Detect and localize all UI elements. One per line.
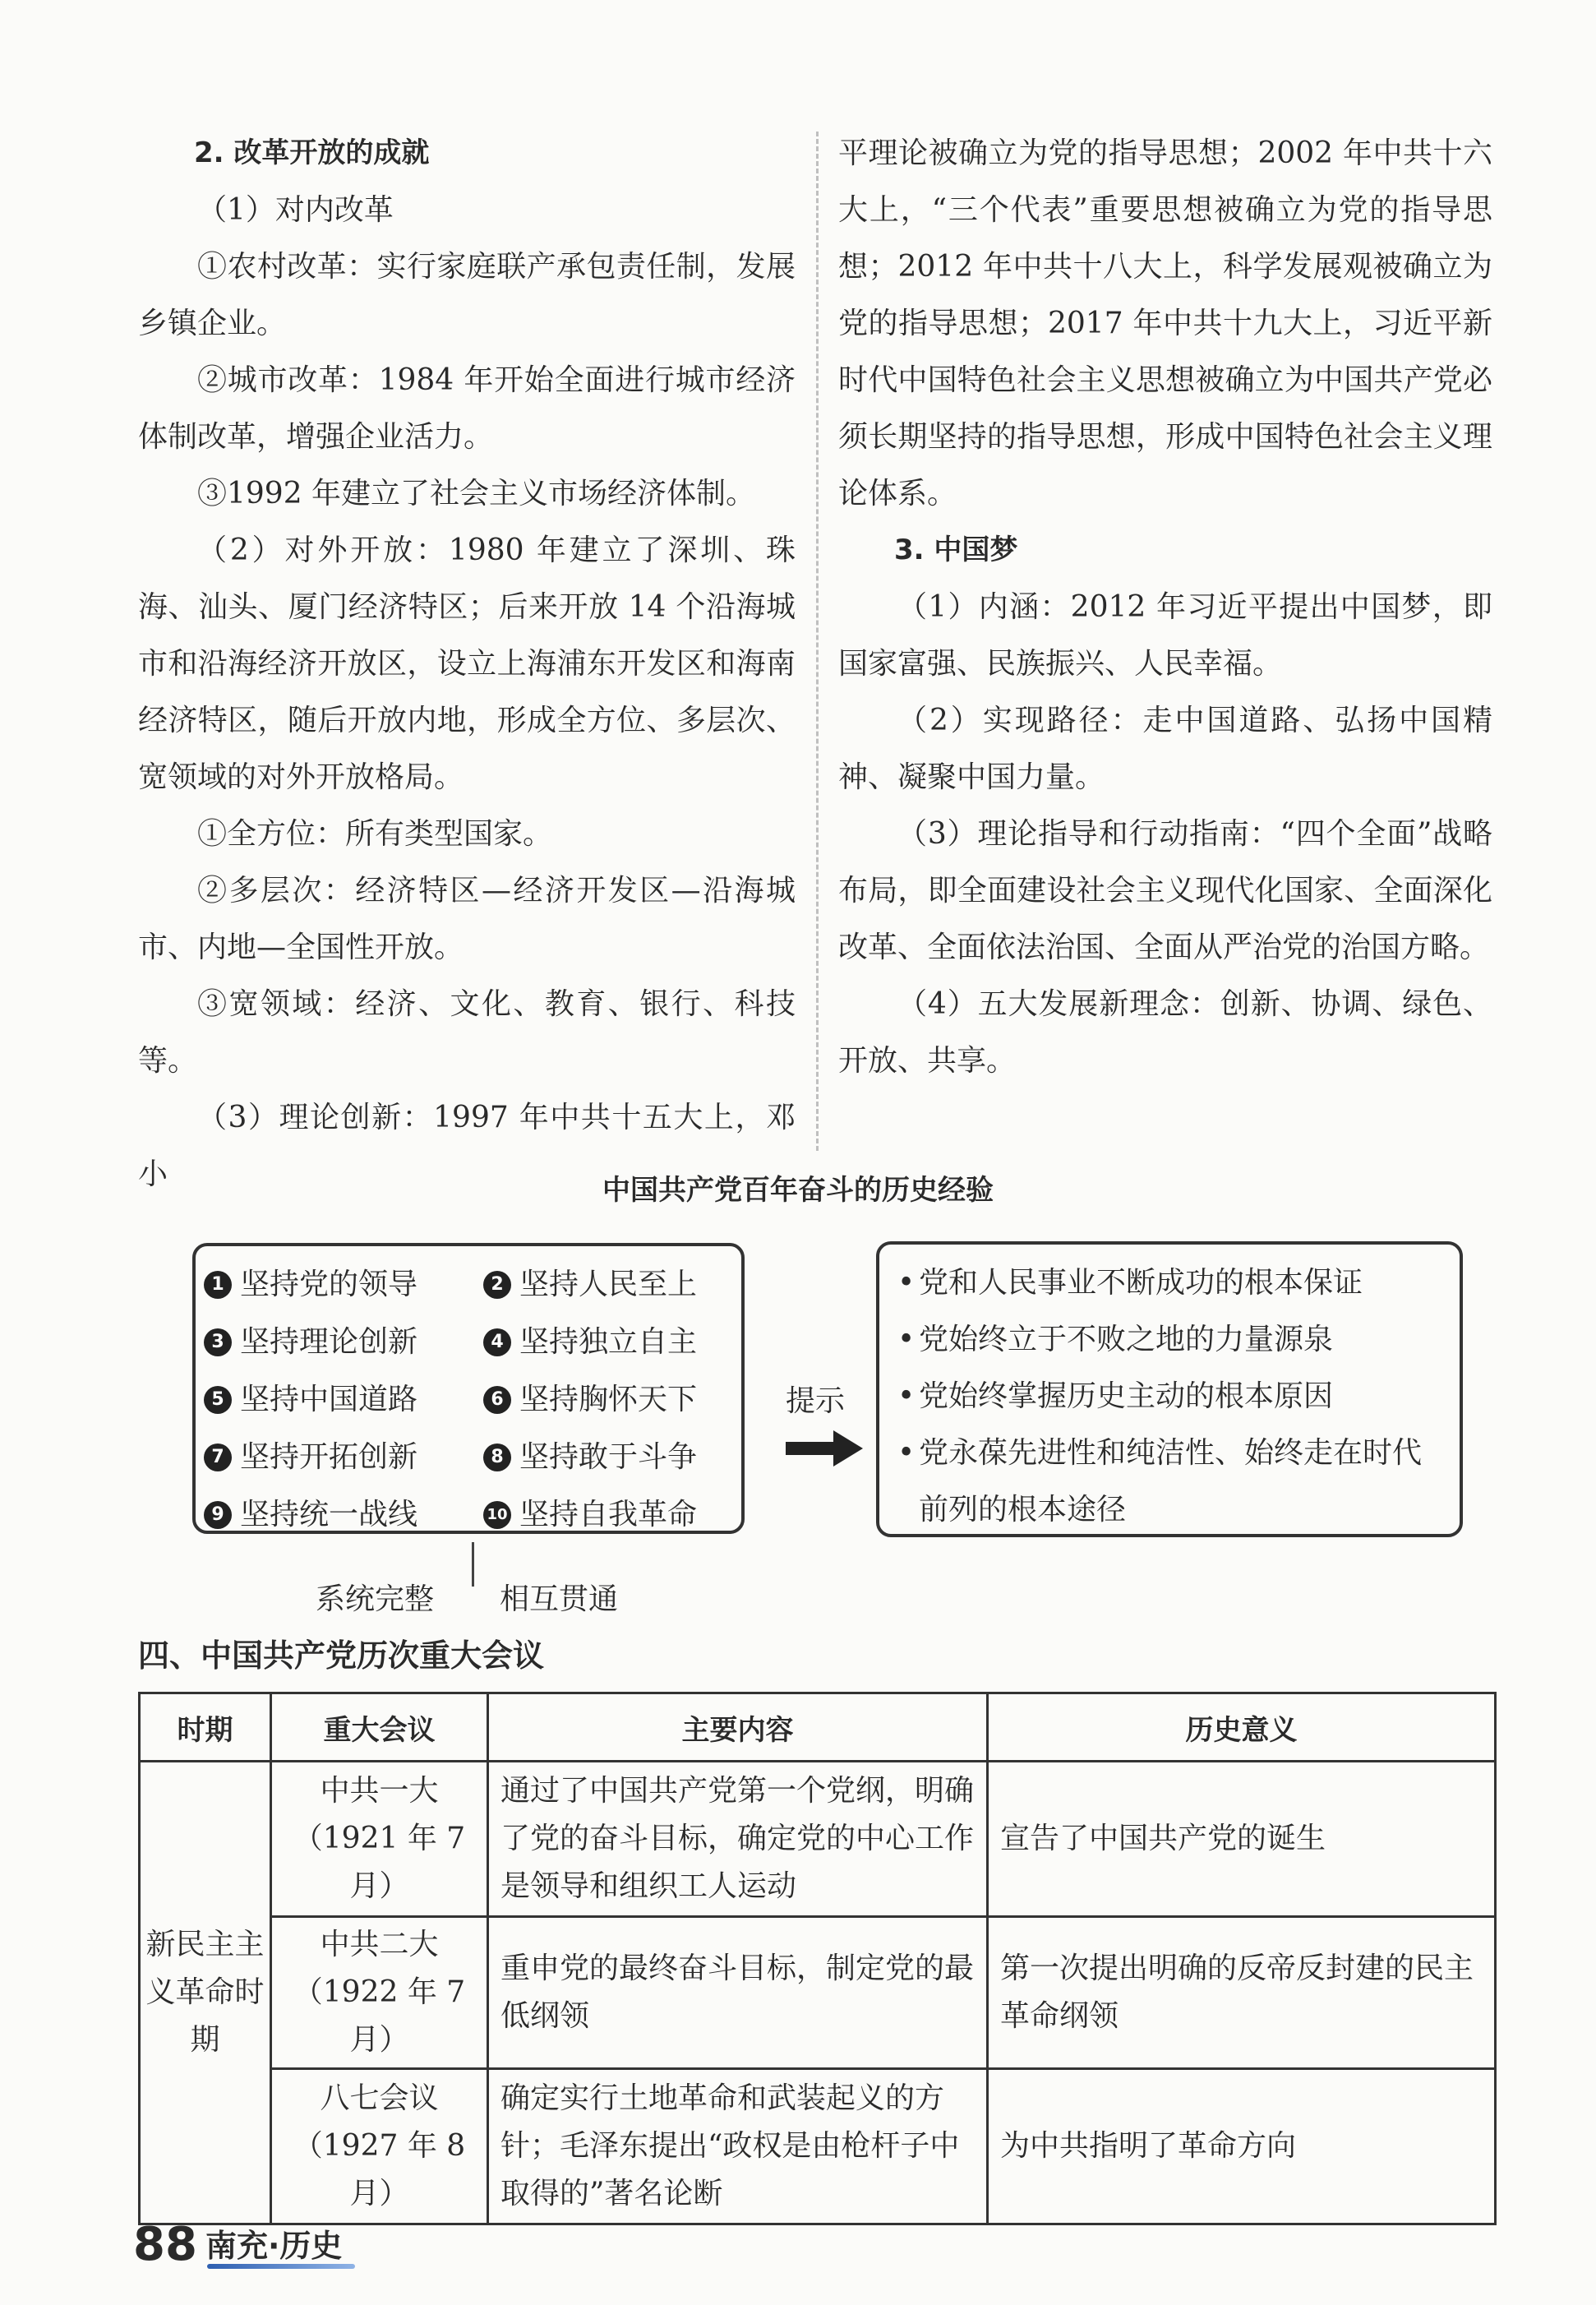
meeting-cell [271, 1917, 488, 2069]
principle-item [483, 1432, 746, 1483]
section-heading-china-dream: 3. 中国梦 [894, 534, 1018, 566]
paragraph: ③宽领域：经济、文化、教育、银行、科技等。 [138, 987, 796, 1078]
prompt-label: 提示 [786, 1384, 846, 1418]
principles-box [192, 1243, 745, 1534]
number-badge: 10 [483, 1501, 511, 1529]
paragraph: （2）实现路径：走中国道路、弘扬中国精神、凝聚中国力量。 [838, 704, 1492, 794]
number-badge: 2 [483, 1271, 511, 1299]
paragraph: （3）理论创新：1997 年中共十五大上，邓小 [138, 1101, 796, 1191]
paragraph: （2）对外开放：1980 年建立了深圳、珠海、汕头、厦门经济特区；后来开放 14 个沿海城市和沿海经济开放区，设立上海浦东开发区和海南经济特区，随后开放内地，形成全方位、多层次、宽领域的对外开放格局。 [138, 534, 796, 794]
number-badge: 1 [204, 1271, 232, 1299]
meeting-name: 中共二大 [320, 1928, 439, 1961]
table-row [140, 1917, 1496, 2069]
experience-title: 中国共产党百年奋斗的历史经验 [602, 1174, 994, 1207]
section-heading-reform-achievements: 2. 改革开放的成就 [194, 136, 430, 169]
connector-line [472, 1542, 474, 1587]
table-row [140, 1762, 1496, 1917]
principle-text: 坚持统一战线 [240, 1498, 418, 1531]
meeting-cell [271, 1762, 488, 1917]
significance-item: • 党永葆先进性和纯洁性、始终走在时代前列的根本途径 [897, 1425, 1445, 1538]
header-period: 时期 [140, 1693, 271, 1762]
number-badge: 6 [483, 1386, 511, 1414]
principle-item [204, 1432, 483, 1483]
meeting-date: （1927 年 8 月） [293, 2129, 466, 2210]
meetings-table [138, 1692, 1497, 2225]
number-badge: 5 [204, 1386, 232, 1414]
table-header-row [140, 1693, 1496, 1762]
header-meeting: 重大会议 [271, 1693, 488, 1762]
table-row [140, 2069, 1496, 2224]
principle-item [483, 1317, 746, 1368]
principle-text: 坚持胸怀天下 [519, 1383, 698, 1416]
paragraph: （4）五大发展新理念：创新、协调、绿色、开放、共享。 [838, 987, 1492, 1078]
principle-item [483, 1374, 746, 1425]
number-badge: 8 [483, 1444, 511, 1471]
note-coherent: 相互贯通 [500, 1582, 619, 1616]
paragraph: ②多层次：经济特区—经济开发区—沿海城市、内地—全国性开放。 [138, 874, 796, 964]
paragraph-continuation: 平理论被确立为党的指导思想；2002 年中共十六大上，“三个代表”重要思想被确立为党的指导思想；2012 年中共十八大上，科学发展观被确立为党的指导思想；2017 年中共十九大上，习近平新时代中国特色社会主义思想被确立为中国共产党必须长期坚持的指导思想，形成中国特色社会主义理论体系。 [838, 136, 1492, 510]
paragraph: （1）内涵：2012 年习近平提出中国梦，即国家富强、民族振兴、人民幸福。 [838, 590, 1492, 681]
principle-item [483, 1259, 746, 1310]
significance-item: • 党和人民事业不断成功的根本保证 [897, 1254, 1445, 1311]
significance-cell: 第一次提出明确的反帝反封建的民主革命纲领 [988, 1917, 1496, 2069]
principle-item [204, 1259, 483, 1310]
principle-text: 坚持独立自主 [519, 1325, 698, 1359]
meeting-cell [271, 2069, 488, 2224]
paragraph: ①全方位：所有类型国家。 [197, 817, 553, 851]
principle-text: 坚持自我革命 [519, 1498, 698, 1531]
number-badge: 3 [204, 1328, 232, 1356]
principle-text: 坚持中国道路 [240, 1383, 418, 1416]
paragraph: （1）对内改革 [197, 193, 394, 227]
content-cell: 通过了中国共产党第一个党纲，明确了党的奋斗目标，确定党的中心工作是领导和组织工人运动 [488, 1762, 988, 1917]
paragraph: （3）理论指导和行动指南：“四个全面”战略布局，即全面建设社会主义现代化国家、全面深化改革、全面依法治国、全面从严治党的治国方略。 [838, 817, 1492, 964]
principle-text: 坚持党的领导 [240, 1268, 418, 1301]
header-content: 主要内容 [488, 1693, 988, 1762]
paragraph: ③1992 年建立了社会主义市场经济体制。 [197, 477, 756, 510]
content-cell: 确定实行土地革命和武装起义的方针；毛泽东提出“政权是由枪杆子中取得的”著名论断 [488, 2069, 988, 2224]
right-column [838, 125, 1492, 1089]
principle-text: 坚持人民至上 [519, 1268, 698, 1301]
period-cell: 新民主主义革命时期 [140, 1762, 271, 2224]
significance-cell: 为中共指明了革命方向 [988, 2069, 1496, 2224]
header-significance: 历史意义 [988, 1693, 1496, 1762]
number-badge: 7 [204, 1444, 232, 1471]
principle-item [204, 1490, 483, 1541]
number-badge: 9 [204, 1501, 232, 1529]
meeting-name: 中共一大 [320, 1774, 439, 1808]
principle-text: 坚持敢于斗争 [519, 1440, 698, 1474]
meeting-date: （1922 年 7 月） [293, 1975, 466, 2057]
page-number: 88 [133, 2218, 197, 2271]
number-badge: 4 [483, 1328, 511, 1356]
paragraph: ②城市改革：1984 年开始全面进行城市经济体制改革，增强企业活力。 [138, 363, 796, 454]
principle-item [204, 1317, 483, 1368]
paragraph: ①农村改革：实行家庭联产承包责任制，发展乡镇企业。 [138, 250, 796, 340]
significance-item: • 党始终掌握历史主动的根本原因 [897, 1368, 1445, 1425]
principle-text: 坚持理论创新 [240, 1325, 418, 1359]
principle-item [204, 1374, 483, 1425]
meeting-date: （1921 年 7 月） [293, 1822, 466, 1903]
meeting-name: 八七会议 [320, 2081, 439, 2115]
section-title-meetings: 四、中国共产党历次重大会议 [138, 1638, 545, 1674]
significance-box [876, 1241, 1463, 1537]
running-title: 南充·历史 [205, 2228, 343, 2264]
column-divider [816, 132, 819, 1151]
significance-cell: 宣告了中国共产党的诞生 [988, 1762, 1496, 1917]
footer-underline [207, 2264, 355, 2269]
principle-item [483, 1490, 746, 1541]
significance-item: • 党始终立于不败之地的力量源泉 [897, 1311, 1445, 1368]
note-systematic: 系统完整 [316, 1582, 435, 1616]
principle-text: 坚持开拓创新 [240, 1440, 418, 1474]
content-cell: 重申党的最终奋斗目标，制定党的最低纲领 [488, 1917, 988, 2069]
right-arrow-icon [786, 1430, 863, 1467]
left-column [138, 125, 796, 1203]
